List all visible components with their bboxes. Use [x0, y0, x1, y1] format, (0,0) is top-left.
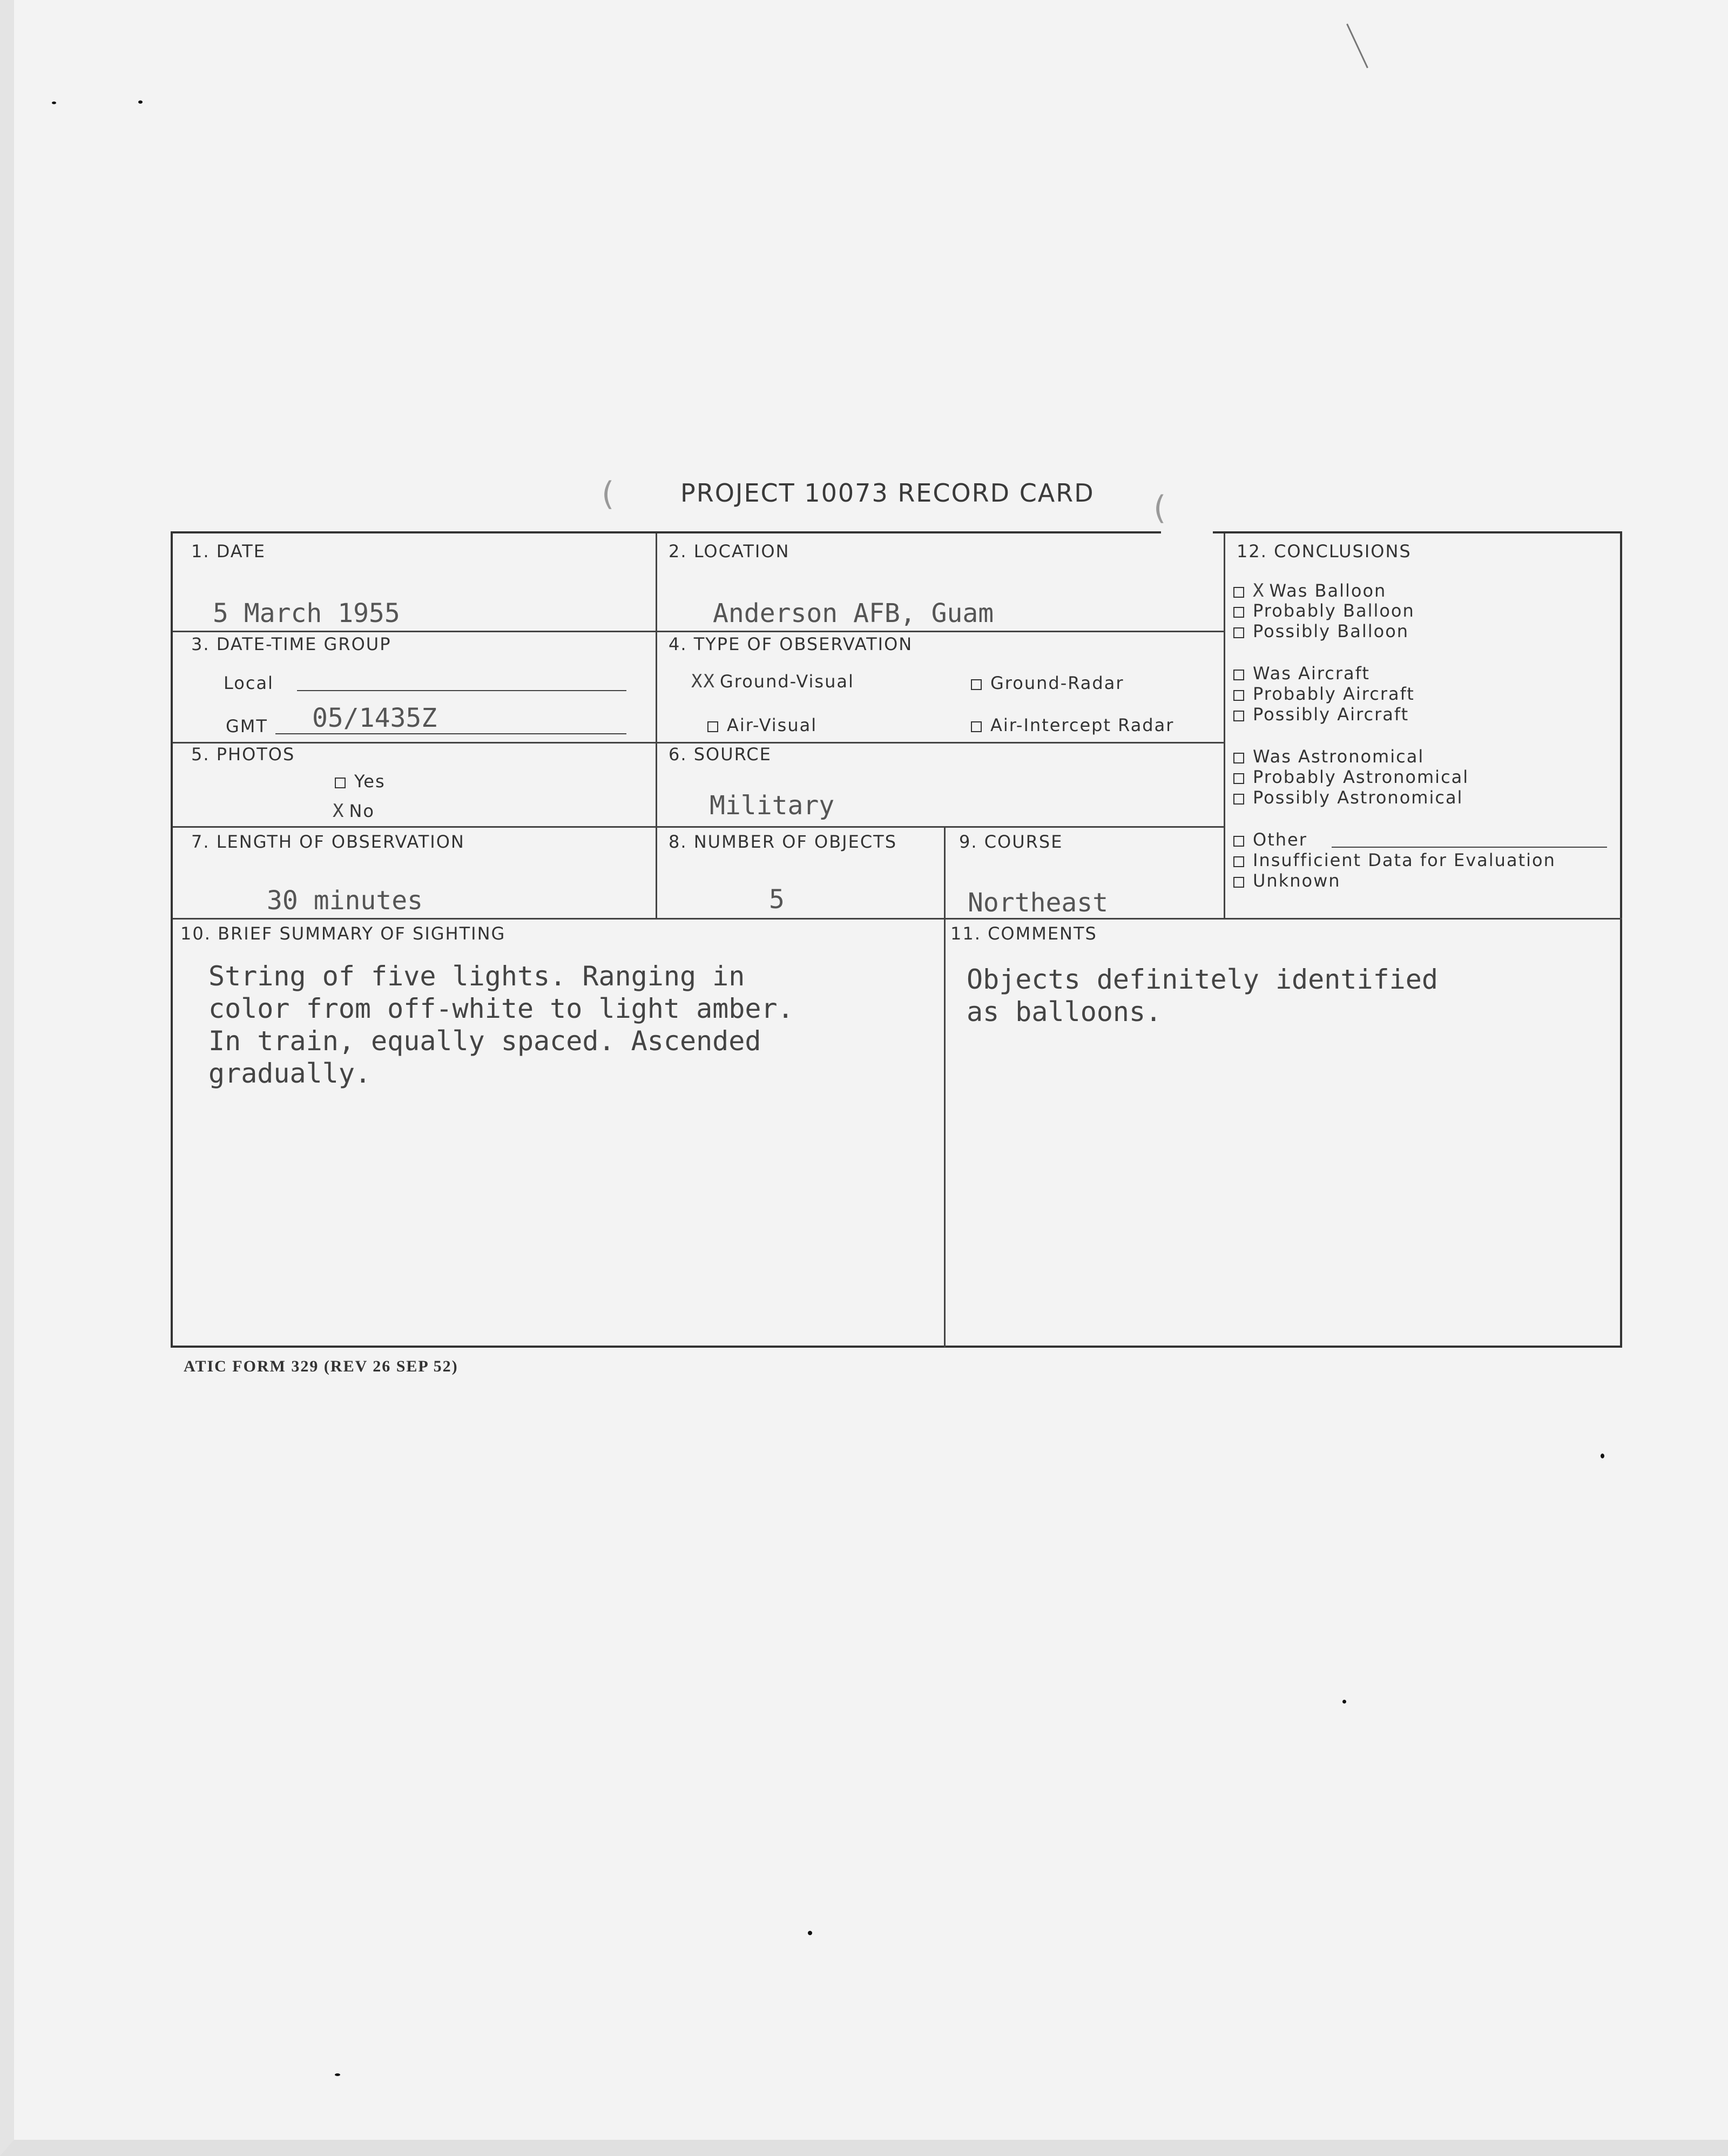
row-divider [173, 631, 1224, 632]
conclusion-was-balloon[interactable] [1233, 580, 1386, 601]
location-value: Anderson AFB, Guam [713, 598, 994, 628]
checkbox-icon [1233, 856, 1244, 867]
date-label: 1. DATE [191, 541, 266, 562]
dust-speck [335, 2073, 340, 2076]
ground-visual-option[interactable] [691, 671, 854, 692]
bracket-mark: ( [1153, 489, 1166, 527]
date-value: 5 March 1955 [213, 598, 400, 628]
comments-text: Objects definitely identified as balloons. [967, 964, 1438, 1028]
checkbox-icon [971, 679, 982, 690]
conclusion-label: Possibly Astronomical [1253, 787, 1463, 808]
local-time-label: Local [224, 673, 274, 693]
column-divider [944, 826, 946, 1348]
photos-yes-option[interactable] [335, 771, 386, 792]
air-intercept-radar-label: Air-Intercept Radar [990, 715, 1174, 735]
source-value: Military [710, 790, 835, 821]
conclusion-was-astronomical[interactable] [1233, 746, 1424, 767]
conclusion-unknown[interactable] [1233, 870, 1341, 891]
observation-type-label: 4. TYPE OF OBSERVATION [669, 634, 913, 654]
row-divider [173, 742, 1224, 744]
dust-speck [808, 1931, 812, 1935]
ground-radar-label: Ground-Radar [990, 673, 1124, 693]
checkbox-icon [1233, 877, 1244, 888]
dust-speck [52, 102, 56, 104]
row-divider [173, 918, 1622, 920]
number-of-objects-value: 5 [769, 884, 785, 915]
conclusion-probably-astronomical[interactable] [1233, 767, 1469, 787]
conclusion-label: Unknown [1253, 870, 1341, 891]
length-value: 30 minutes [267, 886, 423, 916]
conclusion-possibly-astronomical[interactable] [1233, 787, 1463, 808]
gmt-value: 05/1435Z [312, 703, 437, 733]
local-time-line [297, 690, 626, 691]
gmt-line [275, 733, 626, 734]
border-gap [1161, 529, 1213, 536]
course-label: 9. COURSE [959, 832, 1063, 852]
checkbox-icon [1233, 690, 1244, 701]
air-intercept-radar-option[interactable] [971, 715, 1174, 735]
checkbox-icon [1233, 794, 1244, 805]
conclusion-label: Possibly Aircraft [1253, 704, 1409, 725]
air-visual-option[interactable] [707, 715, 817, 735]
checkbox-icon [1233, 773, 1244, 784]
date-time-group-label: 3. DATE-TIME GROUP [191, 634, 392, 654]
photos-no-option[interactable] [333, 800, 375, 822]
conclusion-label: Insufficient Data for Evaluation [1253, 850, 1556, 870]
checkbox-icon [971, 721, 982, 732]
conclusion-label: Probably Balloon [1253, 600, 1415, 621]
dust-speck [1342, 1700, 1346, 1704]
air-visual-label: Air-Visual [727, 715, 818, 735]
checkbox-icon [1233, 627, 1244, 638]
conclusion-probably-balloon[interactable] [1233, 600, 1415, 621]
check-mark: X [333, 800, 345, 822]
conclusion-label: Was Balloon [1269, 580, 1387, 601]
conclusion-possibly-balloon[interactable] [1233, 621, 1409, 641]
card-title: PROJECT 10073 RECORD CARD [680, 478, 1095, 508]
record-card [171, 531, 1622, 1348]
column-divider [656, 533, 657, 918]
photos-no-label: No [349, 801, 375, 821]
conclusion-insufficient-data[interactable] [1233, 850, 1556, 870]
comments-label: 11. COMMENTS [950, 923, 1097, 944]
conclusion-label: Was Aircraft [1253, 663, 1370, 684]
checkbox-icon [1233, 670, 1244, 680]
location-label: 2. LOCATION [669, 541, 790, 562]
checkbox-icon [1233, 753, 1244, 763]
conclusion-other[interactable] [1233, 829, 1307, 850]
conclusions-label: 12. CONCLUSIONS [1237, 541, 1412, 562]
check-mark: X [1253, 580, 1265, 601]
conclusion-label: Possibly Balloon [1253, 621, 1409, 641]
checkbox-icon [1233, 587, 1244, 598]
length-label: 7. LENGTH OF OBSERVATION [191, 832, 465, 852]
conclusion-probably-aircraft[interactable] [1233, 684, 1415, 704]
summary-text: String of five lights. Ranging in color from off-white to light amber. In train, equally spaced. Ascended gradually. [208, 961, 794, 1089]
row-divider [173, 826, 1224, 828]
conclusion-possibly-aircraft[interactable] [1233, 704, 1409, 725]
bracket-mark: ( [602, 475, 615, 513]
conclusion-was-aircraft[interactable] [1233, 663, 1370, 684]
checkbox-icon [1233, 607, 1244, 618]
checkbox-icon [1233, 711, 1244, 721]
checkbox-icon [707, 721, 718, 732]
column-divider [1224, 533, 1225, 918]
checkbox-icon [1233, 836, 1244, 847]
conclusion-label: Was Astronomical [1253, 746, 1425, 767]
ground-radar-option[interactable] [971, 673, 1124, 693]
number-of-objects-label: 8. NUMBER OF OBJECTS [669, 832, 897, 852]
photos-label: 5. PHOTOS [191, 744, 295, 765]
conclusion-label: Other [1253, 829, 1307, 850]
form-identifier: ATIC FORM 329 (REV 26 SEP 52) [184, 1357, 458, 1375]
summary-label: 10. BRIEF SUMMARY OF SIGHTING [180, 923, 506, 944]
other-line [1332, 847, 1607, 848]
photos-yes-label: Yes [354, 771, 386, 792]
checkbox-icon [335, 778, 346, 788]
conclusion-label: Probably Aircraft [1253, 684, 1415, 704]
dust-speck [138, 100, 143, 104]
course-value: Northeast [968, 888, 1109, 918]
dust-speck [1601, 1454, 1604, 1458]
source-label: 6. SOURCE [669, 744, 772, 765]
conclusion-label: Probably Astronomical [1253, 767, 1469, 787]
check-mark: XX [691, 671, 716, 692]
gmt-label: GMT [226, 716, 268, 736]
ground-visual-label: Ground-Visual [719, 671, 854, 692]
